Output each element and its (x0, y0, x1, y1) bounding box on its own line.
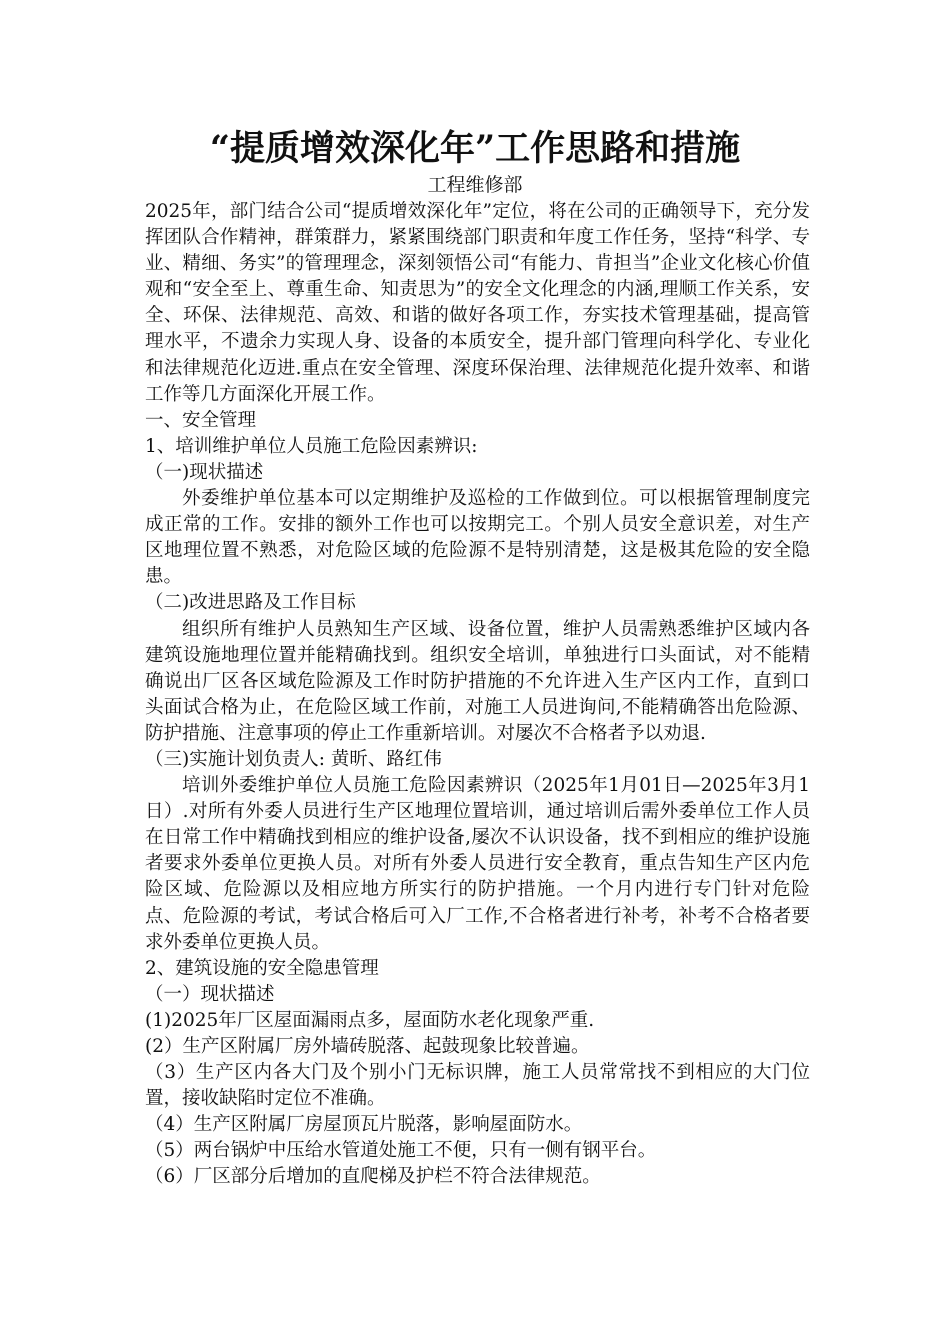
item-heading: （二)改进思路及工作目标 (145, 592, 356, 614)
paragraph: 组织所有维护人员熟知生产区域、设备位置，维护人员需熟悉维护区域内各建筑设施地理位置并能精确找到。组织安全培训，单独进行口头面试，对不能精确说出厂区各区域危险源及工作时防护措施的不允许进入生产区内工作，直到口头面试合格为止，在危险区域工作前，对施工人员进询问,不能精确答出危险源、防护措施、注意事项的停止工作重新培训。对屡次不合格者予以劝退. (145, 618, 810, 744)
paragraph: 培训外委维护单位人员施工危险因素辨识（2025年1月01日—2025年3月1日）.对所有外委人员进行生产区地理位置培训，通过培训后需外委单位工作人员在日常工作中精确找到相应的维护设备,屡次不认识设备，找不到相应的维护设施者要求外委单位更换人员。对所有外委人员进行安全教育，重点告知生产区内危险区域、危险源以及相应地方所实行的防护措施。一个月内进行专门针对危险点、危险源的考试，考试合格后可入厂工作,不合格者进行补考，补考不合格者要求外委单位更换人员。 (145, 775, 810, 953)
list-item: (1)2025年厂区屋面漏雨点多，屋面防水老化现象严重. (145, 1009, 595, 1031)
list-item: （3）生产区内各大门及个别小门无标识牌，施工人员常常找不到相应的大门位置，接收缺陷时定位不准确。 (145, 1062, 810, 1110)
list-item: (2）生产区附属厂房外墙砖脱落、起鼓现象比较普遍。 (145, 1036, 590, 1057)
paragraph: 外委维护单位基本可以定期维护及巡检的工作做到位。可以根据管理制度完成正常的工作。安排的额外工作也可以按期完工。个别人员安全意识差，对生产区地理位置不熟悉，对危险区域的危险源不是特别清楚，这是极其危险的安全隐患。 (145, 488, 810, 588)
item-heading: （一)现状描述 (145, 461, 264, 483)
subsection-heading: 2、建筑设施的安全隐患管理 (145, 957, 379, 979)
document-body (145, 199, 810, 1191)
department-name: 工程维修部 (427, 174, 523, 196)
list-item: （5）两台锅炉中压给水管道处施工不便，只有一侧有钢平台。 (145, 1140, 657, 1162)
subsection-heading: 1、培训维护单位人员施工危险因素辨识: (145, 435, 478, 457)
paragraph: 2025年，部门结合公司“提质增效深化年”定位，将在公司的正确领导下，充分发挥团队合作精神，群策群力，紧紧围绕部门职责和年度工作任务，坚持“科学、专业、精细、务实”的管理理念，深刻领悟公司“有能力、肯担当”企业文化核心价值观和“安全至上、尊重生命、知责思为”的安全文化理念的内涵,理顺工作关系，安全、环保、法律规范、高效、和谐的做好各项工作，夯实技术管理基础，提高管理水平，不遗余力实现人身、设备的本质安全，提升部门管理向科学化、专业化和法律规范化迈进.重点在安全管理、深度环保治理、法律规范化提升效率、和谐工作等几方面深化开展工作。 (145, 201, 810, 405)
list-item: （4）生产区附属厂房屋顶瓦片脱落，影响屋面防水。 (145, 1114, 583, 1136)
item-heading: （三)实施计划负责人: 黄昕、路红伟 (145, 748, 442, 770)
document-title: “提质增效深化年”工作思路和措施 (209, 128, 741, 169)
list-item: （6）厂区部分后增加的直爬梯及护栏不符合法律规范。 (145, 1166, 601, 1188)
section-heading: 一、安全管理 (145, 409, 257, 431)
item-heading: （一）现状描述 (145, 983, 275, 1005)
